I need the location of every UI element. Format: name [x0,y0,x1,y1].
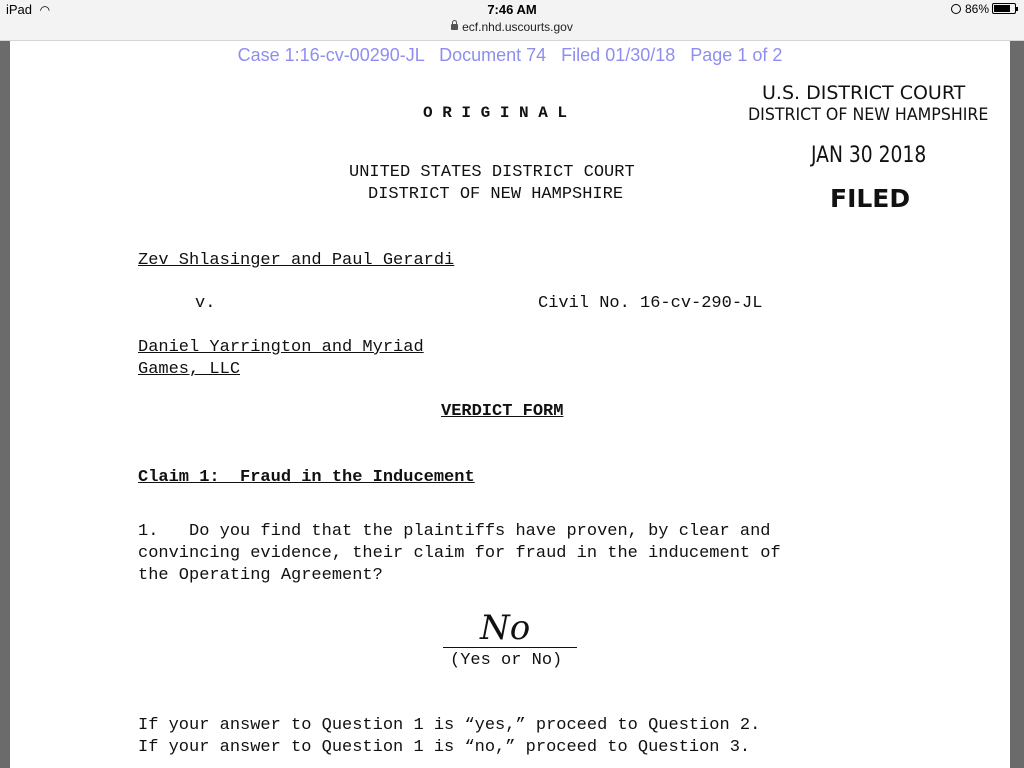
original-mark: O R I G I N A L [423,104,568,122]
stamp-filed: FILED [830,184,911,213]
status-time: 7:46 AM [487,2,537,17]
stamp-district: DISTRICT OF NEW HAMPSHIRE [748,105,989,125]
wifi-icon: ◠ [39,3,51,17]
url-text[interactable]: ecf.nhd.uscourts.gov [462,20,573,34]
battery-icon [992,3,1016,14]
device-name: iPad [6,2,33,17]
answer-label: (Yes or No) [450,651,563,670]
ios-status-bar [0,0,1024,41]
civil-number: Civil No. 16-cv-290-JL [538,294,763,313]
stamp-date: JAN 30 2018 [811,143,927,168]
pdf-page[interactable] [10,41,1010,768]
claim-heading: Claim 1: Fraud in the Inducement [138,468,475,487]
court-name: UNITED STATES DISTRICT COURT [349,163,635,182]
ecf-header [10,45,1010,66]
instruction-line-1: If your answer to Question 1 is “yes,” proceed to Question 2. [138,716,761,735]
header-case: Case 1:16-cv-00290-JL [237,45,425,65]
defendants-line-1: Daniel Yarrington and Myriad [138,338,424,357]
question-line-2: convincing evidence, their claim for fraud in the inducement of [138,544,781,563]
header-document: Document 74 [439,45,547,65]
versus: v. [195,294,216,313]
question-line-1: 1. Do you find that the plaintiffs have proven, by clear and [138,522,771,541]
stamp-court: U.S. DISTRICT COURT [762,82,966,104]
answer-line [443,647,577,648]
question-line-3: the Operating Agreement? [138,566,383,585]
battery-percent: 86% [964,2,989,16]
instruction-line-2: If your answer to Question 1 is “no,” proceed to Question 3. [138,738,751,757]
battery-area [951,2,1016,16]
alarm-icon [951,4,961,14]
defendants-line-2: Games, LLC [138,360,241,379]
court-district: DISTRICT OF NEW HAMPSHIRE [368,185,624,204]
handwritten-answer: No [480,608,531,648]
header-filed: Filed 01/30/18 [561,45,676,65]
address-bar[interactable] [0,20,1024,34]
header-page: Page 1 of 2 [690,45,783,65]
form-title: VERDICT FORM [441,402,564,421]
plaintiffs: Zev Shlasinger and Paul Gerardi [138,251,455,270]
lock-icon [451,24,458,30]
